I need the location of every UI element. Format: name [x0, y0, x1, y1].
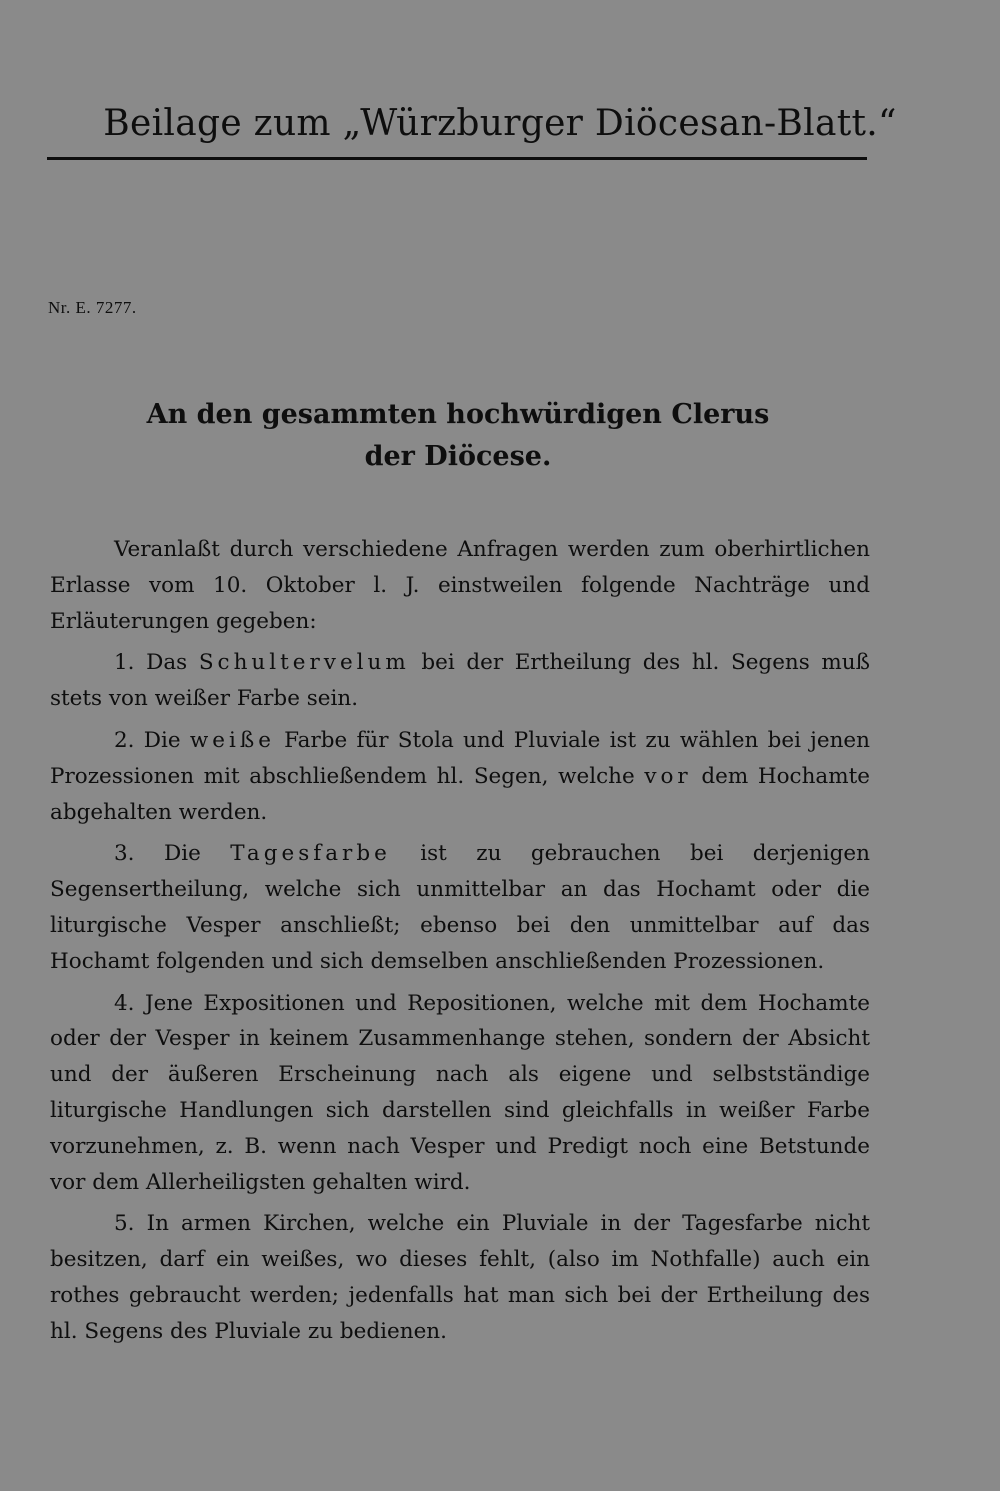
- address-line-2: der Diöcese.: [364, 441, 552, 472]
- letter-body: [50, 532, 870, 1356]
- item-1-prefix: 1. Das: [114, 650, 199, 676]
- intro-paragraph: Veranlaßt durch verschiedene Anfragen werden zum oberhirtlichen Erlasse vom 10. Oktober l. J. einstweilen folgende Nachträge und Erläuterungen gegeben:: [50, 537, 870, 634]
- item-5-paragraph: 5. In armen Kirchen, welche ein Pluviale in der Tagesfarbe nicht besitzen, darf ein weißes, wo dieses fehlt, (also im Nothfalle) auch ein rothes gebraucht werden; jedenfalls hat man sich bei der Ertheilung des hl. Segens des Pluviale zu bedienen.: [50, 1211, 870, 1344]
- item-3-emphasis: Tagesfarbe: [230, 841, 391, 867]
- item-3-paragraph: [50, 836, 870, 979]
- address-heading: [0, 394, 916, 478]
- item-3-prefix: 3. Die: [114, 841, 231, 867]
- supplement-header-title: Beilage zum „Würzburger Diöcesan-Blatt.“: [103, 103, 897, 144]
- item-2-emphasis: weiße: [189, 727, 275, 753]
- address-line-1: An den gesammten hochwürdigen Clerus: [146, 399, 770, 430]
- reference-number: Nr. E. 7277.: [48, 298, 137, 317]
- item-2-emphasis-2: vor: [644, 763, 692, 789]
- item-3-text: ist zu gebrauchen bei derjenigen Segensertheilung, welche sich unmittelbar an das Hochamt oder die liturgische Vesper anschließt; ebenso bei den unmittelbar auf das Hochamt folgenden und sich demselben anschließenden Prozessionen.: [50, 841, 870, 974]
- item-4-paragraph: 4. Jene Expositionen und Repositionen, welche mit dem Hochamte oder der Vesper in keinem Zusammenhange stehen, sondern der Absicht und der äußeren Erscheinung nach als eigene und selbstständige liturgische Handlungen sich darstellen sind gleichfalls in weißer Farbe vorzunehmen, z. B. wenn nach Vesper und Predigt noch eine Betstunde vor dem Allerheiligsten gehalten wird.: [50, 990, 870, 1195]
- header-divider: [47, 157, 867, 160]
- item-2-paragraph: [50, 723, 870, 830]
- item-1-text: bei der Ertheilung des hl. Segens muß stets von weißer Farbe sein.: [50, 650, 870, 712]
- item-2-text-2: dem Hochamte abgehalten werden.: [50, 763, 870, 825]
- item-1-emphasis: Schultervelum: [198, 650, 410, 676]
- item-2-prefix: 2. Die: [114, 727, 190, 753]
- item-2-text: Farbe für Stola und Pluviale ist zu wählen bei jenen Prozessionen mit abschließendem hl. Segen, welche: [50, 727, 870, 789]
- item-1-paragraph: [50, 645, 870, 717]
